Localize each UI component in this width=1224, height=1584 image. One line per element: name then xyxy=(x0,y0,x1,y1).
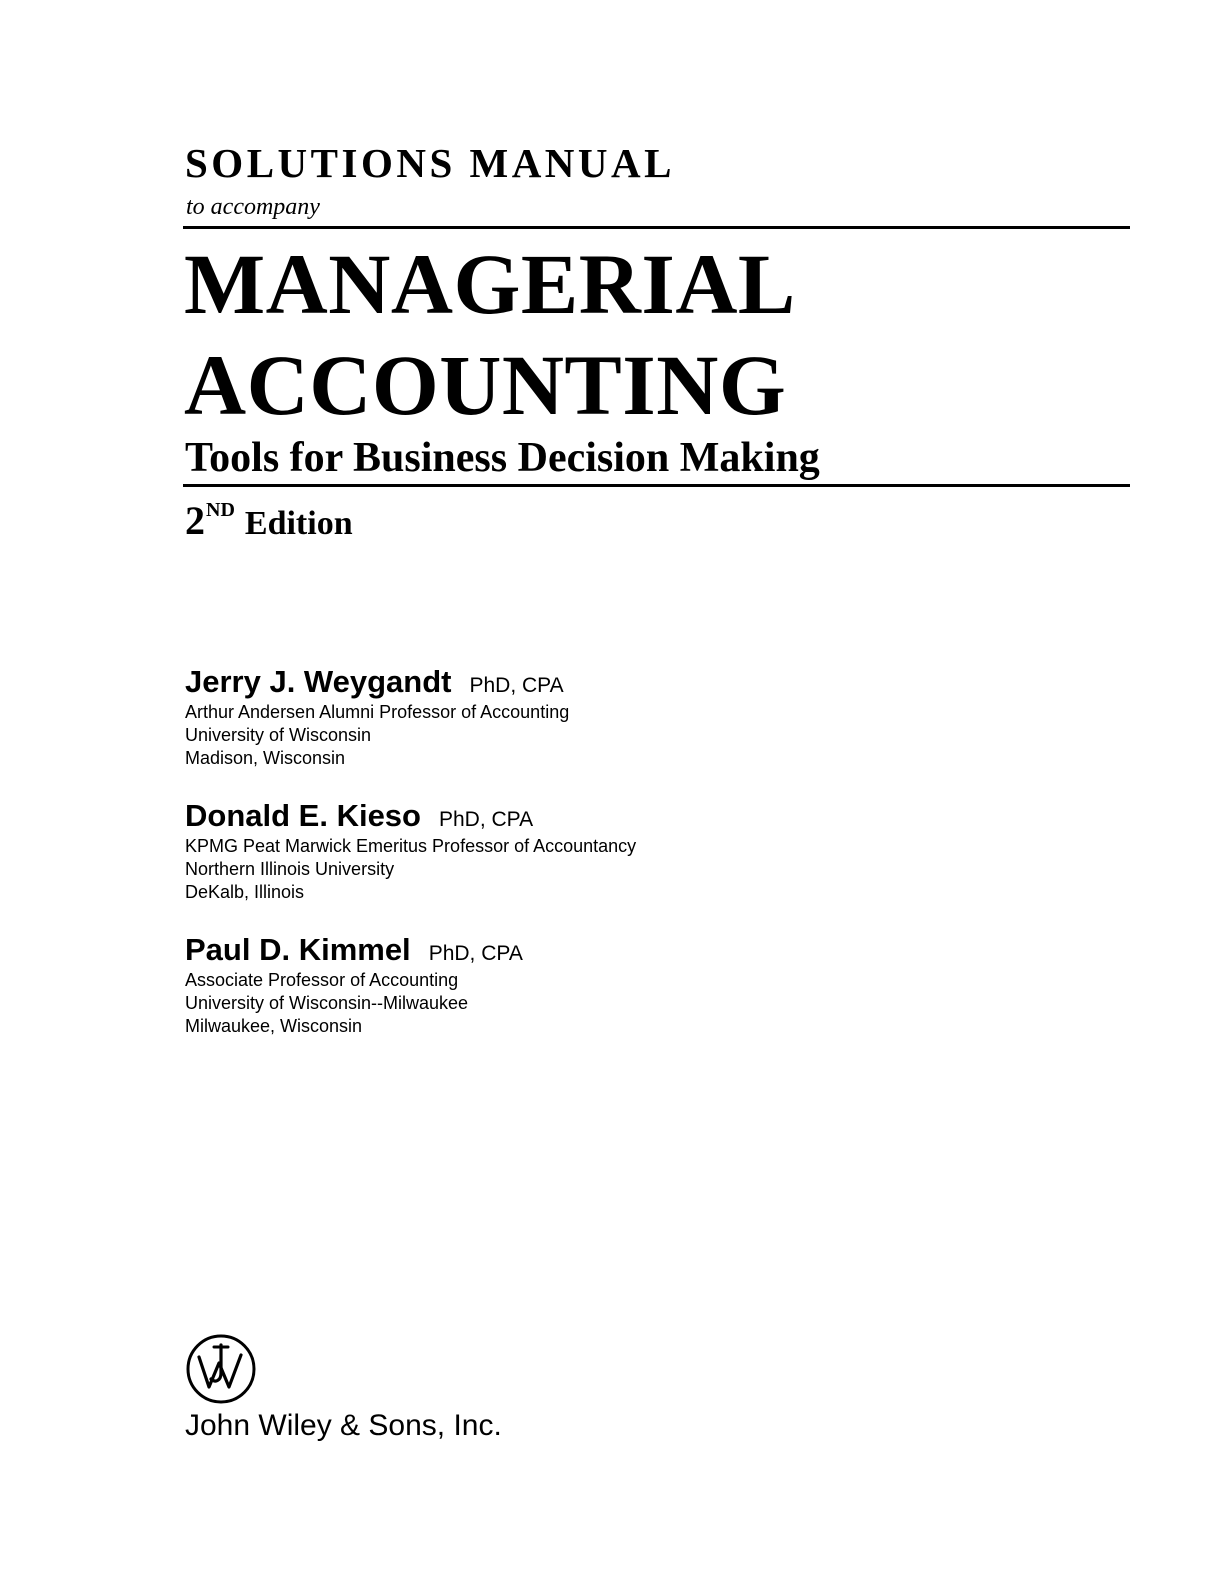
solutions-manual-heading: SOLUTIONS MANUAL xyxy=(185,140,675,186)
author-title: Associate Professor of Accounting xyxy=(185,970,459,990)
author-location: Milwaukee, Wisconsin xyxy=(185,1016,363,1036)
edition-word: Edition xyxy=(244,505,353,542)
author-credentials: PhD, CPA xyxy=(469,674,564,697)
author-title: Arthur Andersen Alumni Professor of Accounting xyxy=(185,702,570,722)
author-name: Paul D. Kimmel xyxy=(185,932,411,967)
author-block-weygandt xyxy=(185,666,569,770)
title-line-1: MANAGERIAL xyxy=(184,236,796,332)
book-subtitle: Tools for Business Decision Making xyxy=(185,435,820,481)
author-name: Donald E. Kieso xyxy=(185,798,421,833)
author-location: Madison, Wisconsin xyxy=(185,748,346,768)
edition-number: 2 xyxy=(185,498,205,543)
to-accompany-text: to accompany xyxy=(186,194,320,220)
author-block-kieso xyxy=(185,800,636,904)
author-institution: University of Wisconsin--Milwaukee xyxy=(185,993,469,1013)
author-title: KPMG Peat Marwick Emeritus Professor of Accountancy xyxy=(185,836,637,856)
author-block-kimmel xyxy=(185,934,523,1038)
publisher-name: John Wiley & Sons, Inc. xyxy=(185,1409,502,1442)
author-location: DeKalb, Illinois xyxy=(185,882,305,902)
author-credentials: PhD, CPA xyxy=(438,808,534,831)
author-name: Jerry J. Weygandt xyxy=(185,664,452,699)
top-rule-divider xyxy=(183,226,1130,229)
title-line-2: ACCOUNTING xyxy=(184,337,787,433)
edition-label xyxy=(185,500,353,541)
author-institution: Northern Illinois University xyxy=(185,859,395,879)
bottom-rule-divider xyxy=(183,484,1130,487)
wiley-logo-icon xyxy=(185,1333,257,1405)
edition-suffix: ND xyxy=(206,499,235,521)
author-credentials: PhD, CPA xyxy=(428,942,523,965)
author-institution: University of Wisconsin xyxy=(185,725,372,745)
